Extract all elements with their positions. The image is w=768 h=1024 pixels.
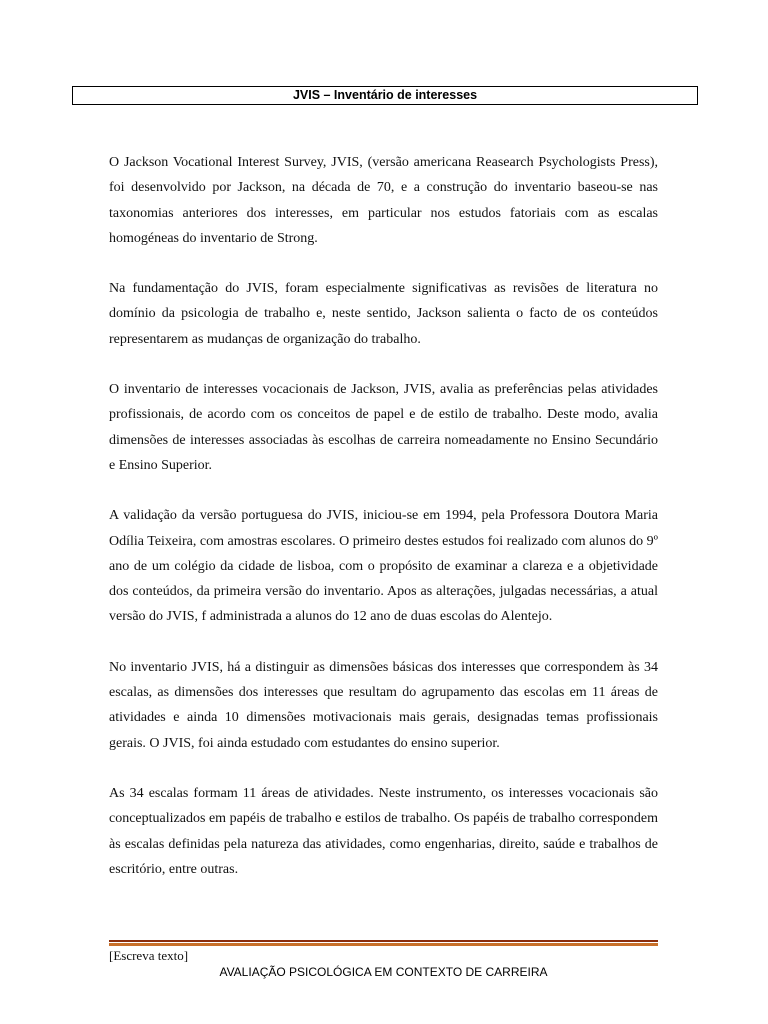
- paragraph-4: A validação da versão portuguesa do JVIS, iniciou-se em 1994, pela Professora Doutora Maria Odília Teixeira, com amostras escolares. O primeiro destes estudos foi realizado com alunos do 9º ano de um colégio da cidade de lisboa, com o propósito de examinar a clareza e a objetividade dos conteúdos, da primeira versão do inventario. Apos as alterações, julgadas necessárias, a atual versão do JVIS, f administrada a alunos do 12 ano de duas escolas do Alentejo.: [109, 508, 658, 625]
- footer-divider: [109, 940, 658, 946]
- document-body: [109, 150, 658, 882]
- paragraph-2: Na fundamentação do JVIS, foram especialmente significativas as revisões de literatura no domínio da psicologia de trabalho e, neste sentido, Jackson salienta o facto de os conteúdos representarem as mudanças de organização do trabalho.: [109, 281, 658, 347]
- paragraph-6: As 34 escalas formam 11 áreas de atividades. Neste instrumento, os interesses vocacionais são conceptualizados em papéis de trabalho e estilos de trabalho. Os papéis de trabalho correspondem às escalas definidas pela natureza das atividades, como engenharias, direito, saúde e trabalhos de escritório, entre outras.: [109, 785, 658, 877]
- paragraph-3: O inventario de interesses vocacionais de Jackson, JVIS, avalia as preferências pelas atividades profissionais, de acordo com os conceitos de papel e de estilo de trabalho. Deste modo, avalia dimensões de interesses associadas às escolhas de carreira nomeadamente no Ensino Secundário e Ensino Superior.: [109, 382, 658, 473]
- paragraph-1: O Jackson Vocational Interest Survey, JVIS, (versão americana Reasearch Psychologists Press), foi desenvolvido por Jackson, na década de 70, e a construção do inventario baseou-se nas taxonomias anteriores dos interesses, em particular nos estudos fatoriais com as escalas homogéneas do inventario de Strong.: [109, 155, 658, 246]
- footer-placeholder-text[interactable]: [Escreva texto]: [109, 948, 189, 963]
- footer-running-title: AVALIAÇÃO PSICOLÓGICA EM CONTEXTO DE CARREIRA: [219, 965, 548, 979]
- paragraph-5: No inventario JVIS, há a distinguir as dimensões básicas dos interesses que correspondem às 34 escalas, as dimensões dos interesses que resultam do agrupamento das escolas em 11 áreas de atividades e ainda 10 dimensões motivacionais mais gerais, designadas temas profissionais gerais. O JVIS, foi ainda estudado com estudantes do ensino superior.: [109, 659, 658, 751]
- document-title: JVIS – Inventário de interesses: [72, 86, 698, 105]
